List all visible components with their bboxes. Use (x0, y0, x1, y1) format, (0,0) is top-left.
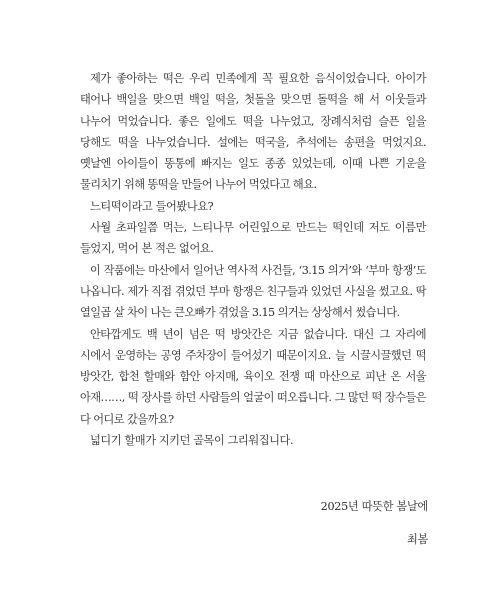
paragraph-neuti-description: 사월 초파일쯤 먹는, 느티나무 어린잎으로 만드는 떡인데 저도 이름만 들었지, 먹어 본 적은 없어요. (80, 221, 426, 256)
preface-body (80, 68, 426, 451)
paragraph-rice-cake-tradition: 제가 좋아하는 떡은 우리 민족에게 꼭 필요한 음식이었습니다. 아이가 태어나 백일을 맞으면 백일 떡을, 첫돌을 맞으면 돌떡을 해 서 이웃들과 나누어 먹었습니다. 좋은 일에도 떡을 나누었고, 장례식처럼 슬픈 일을 당해도 떡을 나누었습니다. 설에는 떡국을, 추석에는 송편을 먹었지요. 옛날엔 아이들이 똥통에 빠지는 일도 종종 있었는데, 이때 나쁜 기운을 물리치기 위해 똥떡을 만들어 나누어 먹었다고 해요. (80, 72, 426, 192)
paragraph-closing: 넓디기 할매가 지키던 골목이 그리워집니다. (90, 434, 294, 448)
paragraph-historical-events: 이 작품에는 마산에서 일어난 역사적 사건들, ‘3.15 의거’와 ‘부마 항쟁’도 나옵니다. 제가 직접 겪었던 부마 항쟁은 친구들과 있었던 사실을 썼고요. 딱 열일곱 살 차이 나는 큰오빠가 겪었을 3.15 의거는 상상해서 썼습니다. (80, 263, 426, 320)
signature-block (321, 496, 428, 550)
signature-author: 최봄 (406, 533, 428, 546)
paragraph-neuti-question: 느티떡이라고 들어봤나요? (90, 199, 214, 213)
paragraph-rice-mill-memory: 안타깝게도 백 년이 넘은 떡 방앗간은 지금 없습니다. 대신 그 자리에 시에서 운영하는 공영 주차장이 들어섰기 때문이지요. 늘 시끌시끌했던 떡 방앗간, 합천 할매와 함안 아지매, 육이오 전쟁 때 마산으로 피난 온 서울 아재……, 떡 장사를 하던 사람들의 얼굴이 떠오릅니다. 그 많던 떡 장수들은 다 어디로 갔을까요? (80, 327, 426, 426)
signature-date: 2025년 따뜻한 봄날에 (320, 500, 428, 513)
